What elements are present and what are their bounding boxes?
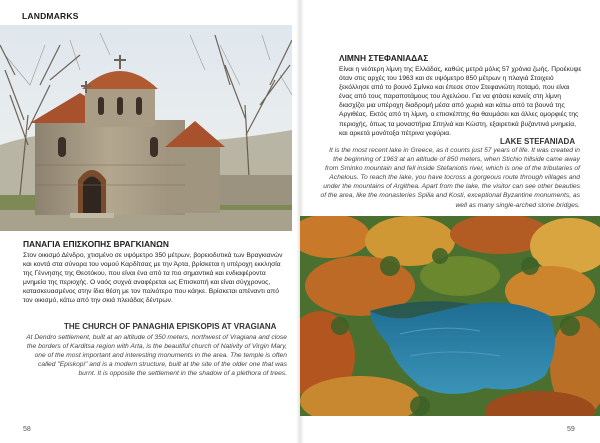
church-text-greek: Στον οικισμό Δένδρο, χτισμένο σε υψόμετρο 350 μέτρων, βορειοδυτικά των Βραγκιανών και κοντά στα σύνορα του νομού Καρδίτσας με την Άρτα, βρίσκεται η υπέροχη εκκλησία της Γέννησης της Θεοτόκου, που είναι ένα από τα πιο σημαντικά και ενδιαφέροντα μνημεία της περιοχής. Ο ναός συχνά αναφέρεται ως Επισκοπή και είναι σύγχρονος, κατασκευασμένος στην ίδια θέση με τον παλιότερο που κάηκε. Βρίσκεται απέναντι από τον οικισμό, κάτω από την σκιά πλειάδας δέντρων. [23,252,283,305]
lake-photo [300,216,600,416]
lake-text-greek: Είναι η νεότερη λίμνη της Ελλάδας, καθώς μετρά μόλις 57 χρόνια ζωής. Προέκυψε όταν στις αρχές του 1963 και σε υψόμετρο 850 μέτρων η πλαγιά Στοιχειό ξεκόλλησε από το βουνό Σμίνκο και έπεσε στον Στεφανιώτη ποταμό, που είναι ένας από τους παραποτάμους του Αχελώου. Για να φτάσει κανείς στη λίμνη διασχίζει μια υπέροχη διαδρομή μέσα από χωριά και κάτω από τα βουνά της Αργιθέας. Εκτός από τη λίμνη, ο επισκέπτης θα θαυμάσει και άλλες ομορφιές της περιοχής, όπως τα μοναστήρια Σπηλιά και Κώστη, εξαιρετικά βυζαντινά μνημεία, και αρκετά μονότοξα πέτρινα γεφύρια. [339,66,582,137]
lake-heading-greek: ΛΙΜΝΗ ΣΤΕΦΑΝΙΑΔΑΣ [339,53,429,63]
church-heading-english: THE CHURCH OF PANAGHIA EPISKOPIS AT VRAGIANA [64,322,277,331]
church-photo [0,25,292,231]
page-number-right: 59 [567,426,575,433]
lake-text-english: It is the most recent lake in Greece, as it counts just 57 years of life. It was created in the beginning of 1963 at an altitude of 850 meters, when Stichio hillside came away from Sminko mountain and fell inside Stefaniotis river, which is one of the tributaries of Achelous. To reach the lake, you have tocross a gorgeous route through villages and under the mountains of Argithea. Apart from the lake, the visitor can see other beauties of the area, like the monasteries Spilia and Kosti, exceptional Byzantine monuments, as well as many single-arched stone bridges. [320,147,580,209]
section-label: LANDMARKS [22,11,79,21]
page-number-left: 58 [23,426,31,433]
lake-heading-english: LAKE STEFANIADA [500,137,576,146]
church-text-english: At Dendro settlement, built at an altitude of 350 meters, northwest of Vragiana and close the borders of Karditsa region with Arta, is the beautiful church of Nativity of Virgin Mary, one of the most important and interesting monuments in the area. The temple is often called "Episkopi" and is a modern structure, built at the site of the older one that was burnt. It is opposite the settlement in the shadow of a plethora of trees. [26,334,287,378]
church-heading-greek: ΠΑΝΑΓΙΑ ΕΠΙΣΚΟΠΗΣ ΒΡΑΓΚΙΑΝΩΝ [23,239,169,249]
